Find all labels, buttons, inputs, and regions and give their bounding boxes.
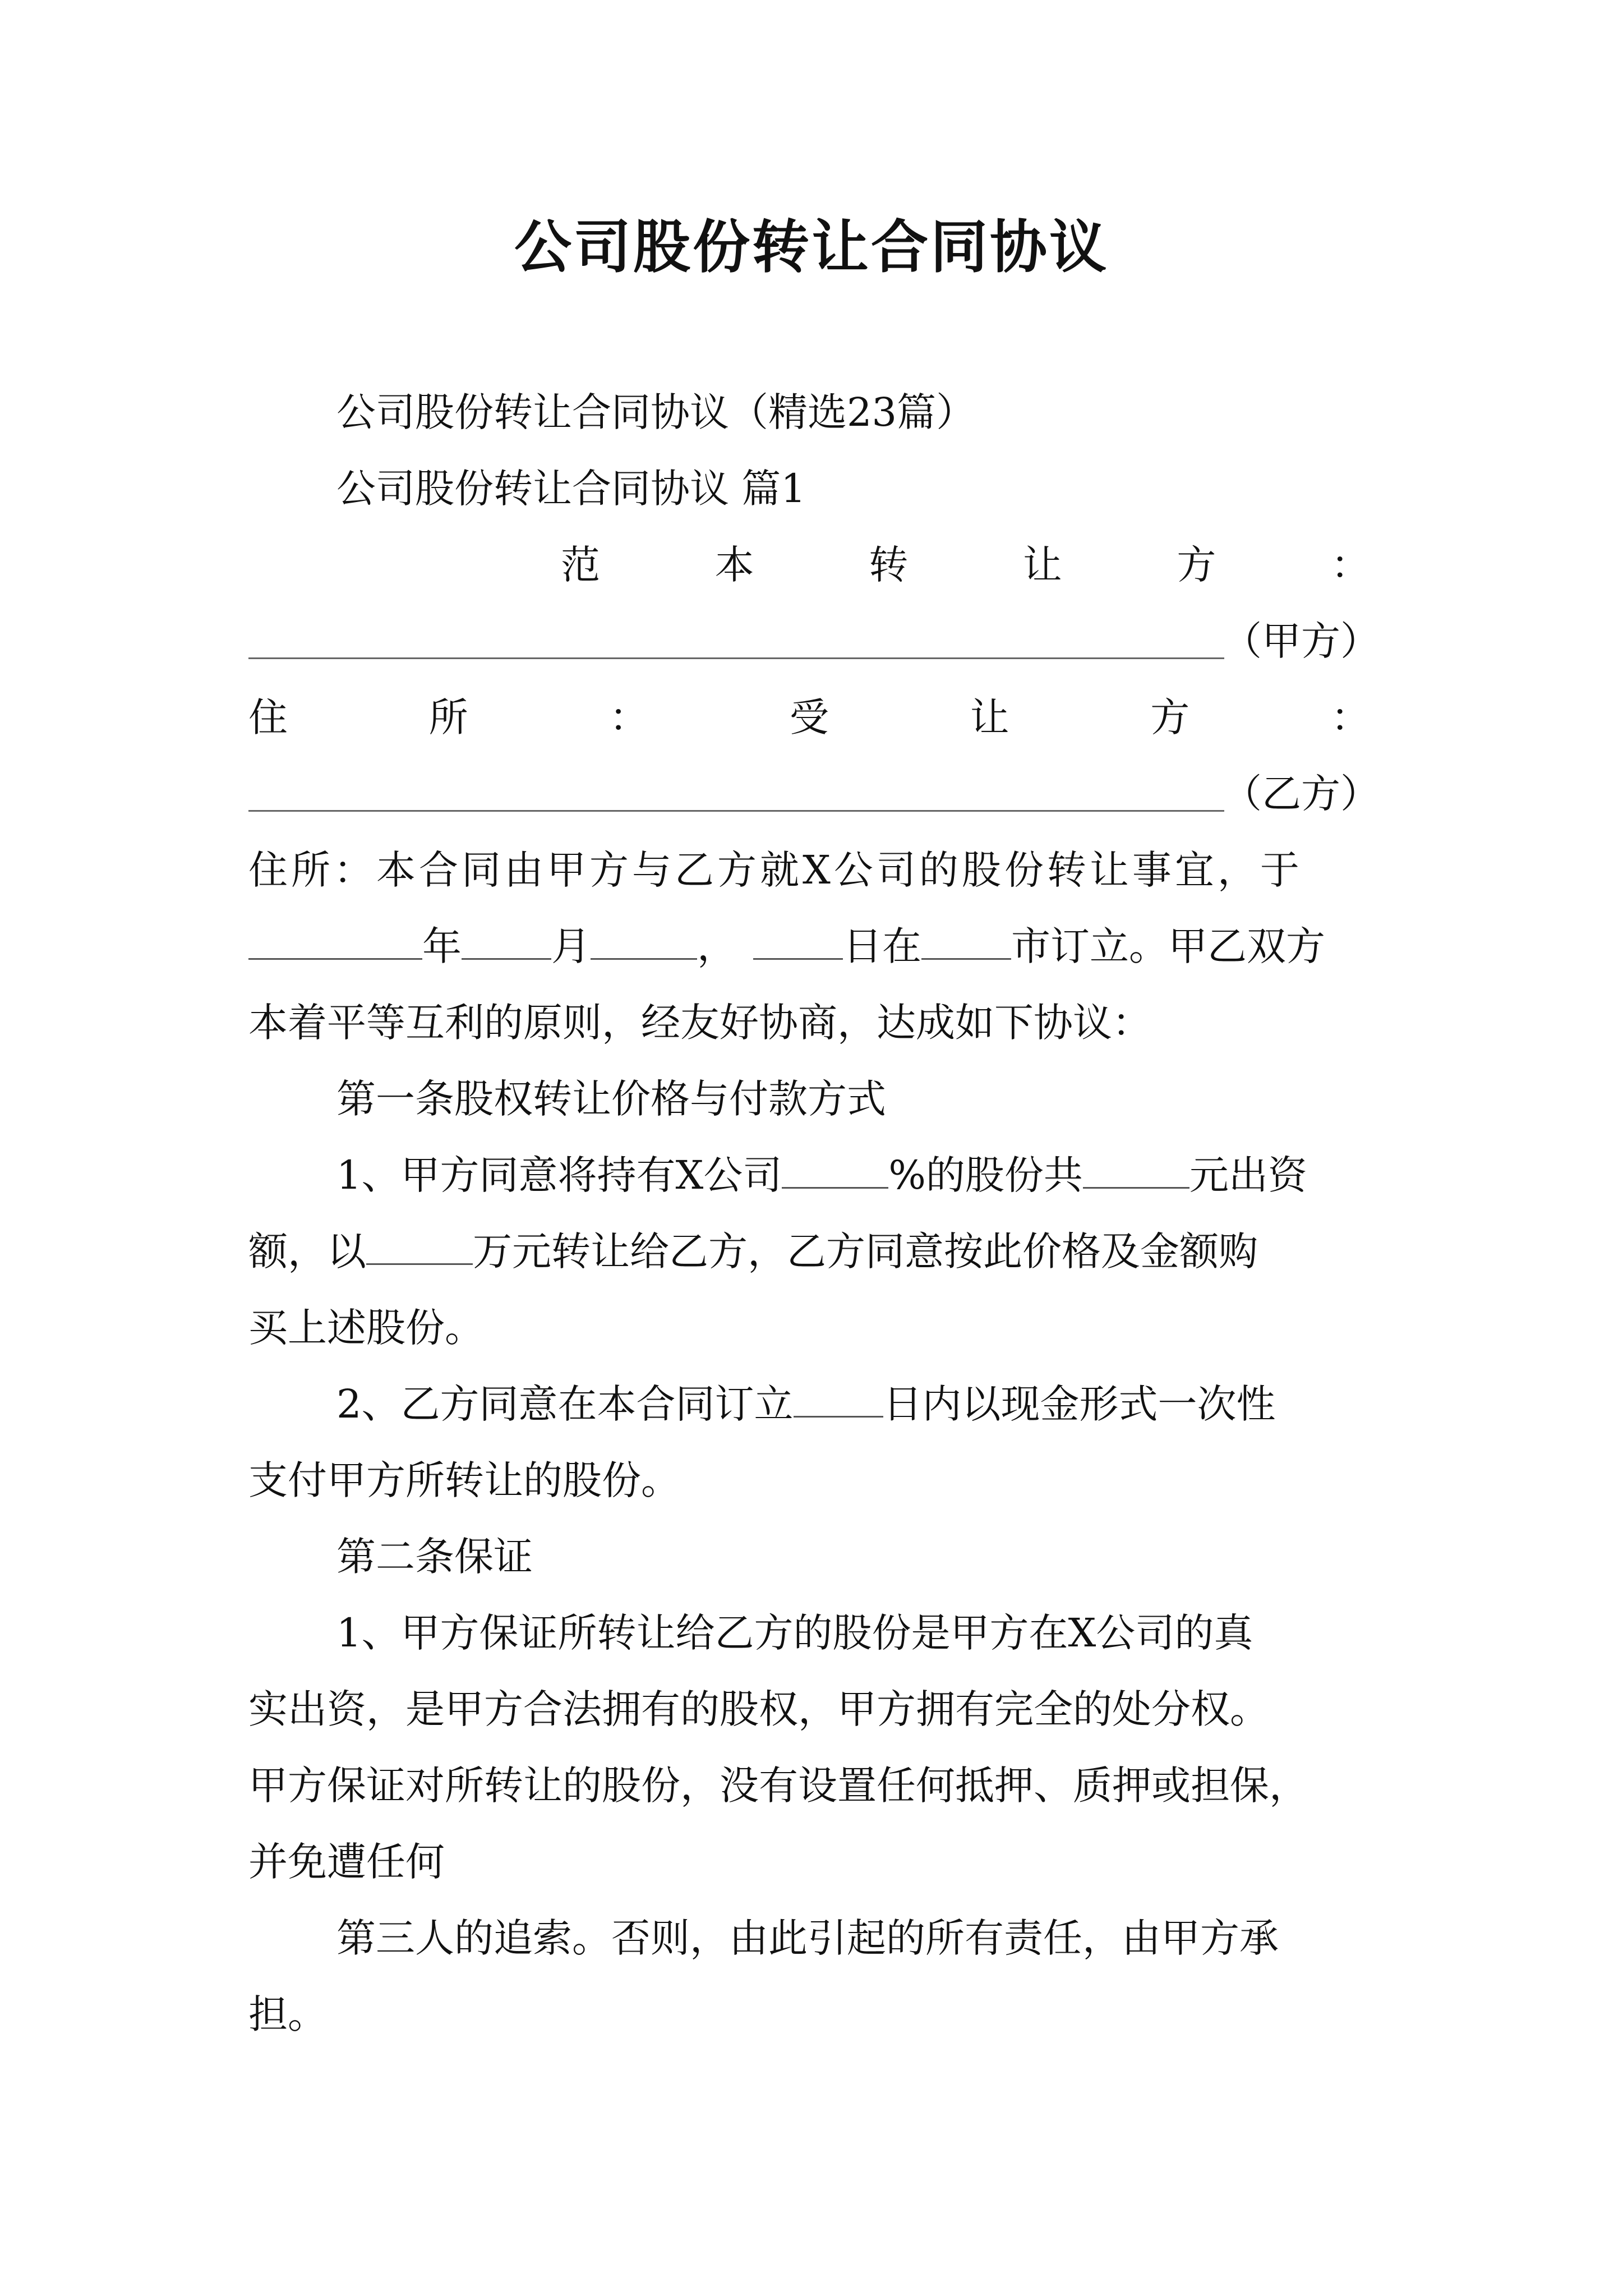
party-a-blank bbox=[248, 657, 1224, 659]
article-2-para-1-line-4: 并免遭任何 bbox=[248, 1839, 445, 1885]
party-b-blank bbox=[248, 810, 1224, 812]
month-blank bbox=[462, 923, 551, 960]
article-2-para-1-line-1: 1、甲方保证所转让给乙方的股份是甲方在X公司的真 bbox=[336, 1610, 1253, 1656]
year-blank bbox=[248, 923, 422, 960]
city-blank bbox=[921, 923, 1011, 960]
label-char: 转 bbox=[869, 542, 909, 588]
text: 日内以现金形式一次性 bbox=[883, 1381, 1276, 1427]
party-a-tag: （甲方） bbox=[1223, 618, 1380, 664]
article-1-para-1-line-2 bbox=[248, 1226, 1258, 1277]
article-1-title: 第一条股权转让价格与付款方式 bbox=[336, 1076, 886, 1122]
label-char: ： bbox=[1330, 694, 1370, 740]
subtitle: 公司股份转让合同协议（精选23篇） bbox=[336, 389, 976, 435]
amount-blank bbox=[1083, 1152, 1189, 1189]
days-blank bbox=[794, 1381, 883, 1418]
city-tail: 市订立。甲乙双方 bbox=[1011, 923, 1325, 969]
comma: ， bbox=[697, 923, 736, 969]
label-char: ： bbox=[1330, 542, 1370, 588]
text: 元出资 bbox=[1189, 1152, 1307, 1198]
text: 2、乙方同意在本合同订立 bbox=[336, 1381, 794, 1427]
label-char: 方 bbox=[1177, 542, 1216, 588]
text: %的股份共 bbox=[888, 1152, 1083, 1198]
article-2-para-2-line-2: 担。 bbox=[248, 1991, 327, 2037]
label-char: 本 bbox=[714, 542, 754, 588]
intro-line-3: 本着平等互利的原则，经友好协商，达成如下协议： bbox=[248, 1000, 1151, 1046]
article-2-para-1-line-3: 甲方保证对所转让的股份，没有设置任何抵押、质押或担保， bbox=[248, 1763, 1308, 1809]
label-char: 让 bbox=[970, 694, 1009, 740]
article-2-para-2-line-1: 第三人的追索。否则，由此引起的所有责任，由甲方承 bbox=[336, 1915, 1279, 1961]
article-1-para-2-line-2: 支付甲方所转让的股份。 bbox=[248, 1457, 680, 1503]
article-1-para-1-line-1 bbox=[336, 1150, 1307, 1200]
label-char: 方 bbox=[1150, 694, 1190, 740]
text: 1、甲方同意将持有X公司 bbox=[336, 1152, 782, 1198]
percent-blank bbox=[782, 1152, 888, 1189]
day2-blank bbox=[753, 923, 843, 960]
intro-line-1: 住所：本合同由甲方与乙方就X公司的股份转让事宜，于 bbox=[248, 847, 1303, 893]
text: 额，以 bbox=[248, 1228, 366, 1274]
intro-line-2 bbox=[248, 921, 1325, 972]
article-2-para-1-line-2: 实出资，是甲方合法拥有的股权，甲方拥有完全的处分权。 bbox=[248, 1686, 1269, 1732]
transferor-label bbox=[561, 540, 1370, 590]
party-b-tag: （乙方） bbox=[1223, 771, 1380, 817]
year-label: 年 bbox=[422, 923, 462, 969]
price-blank bbox=[366, 1228, 473, 1265]
document-title: 公司股份转让合同协议 bbox=[514, 214, 1109, 281]
month-label: 月 bbox=[551, 923, 591, 969]
label-char: 受 bbox=[789, 694, 829, 740]
day-at-label: 日在 bbox=[843, 923, 921, 969]
text: 万元转让给乙方，乙方同意按此价格及金额购 bbox=[473, 1228, 1258, 1274]
article-1-para-1-line-3: 买上述股份。 bbox=[248, 1305, 484, 1351]
label-char: 让 bbox=[1022, 542, 1062, 588]
article-1-para-2-line-1 bbox=[336, 1379, 1276, 1429]
day-blank bbox=[591, 923, 697, 960]
address-transferee-label bbox=[248, 692, 1370, 743]
label-char: 所 bbox=[428, 694, 468, 740]
section-heading: 公司股份转让合同协议 篇1 bbox=[336, 466, 806, 512]
article-2-title: 第二条保证 bbox=[336, 1534, 533, 1580]
label-char: ： bbox=[609, 694, 649, 740]
label-char: 住 bbox=[248, 694, 288, 740]
label-char: 范 bbox=[561, 542, 600, 588]
